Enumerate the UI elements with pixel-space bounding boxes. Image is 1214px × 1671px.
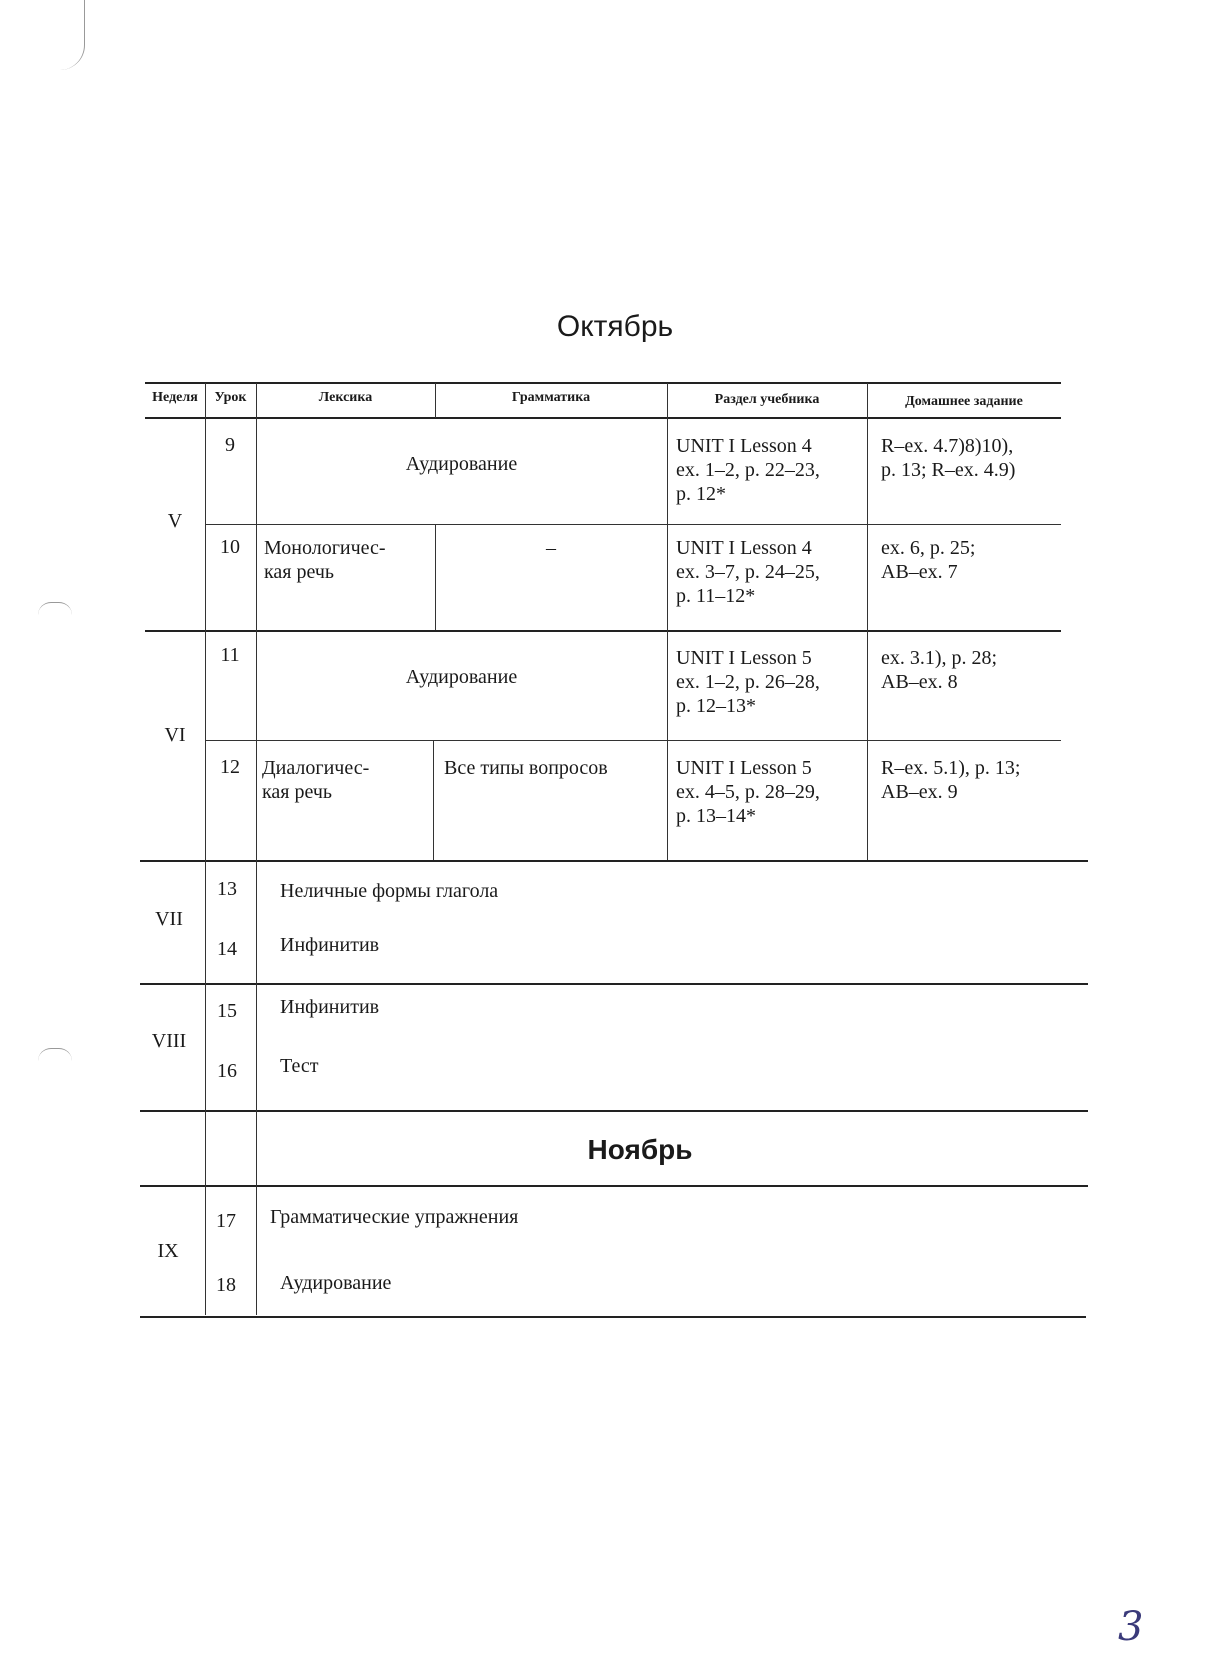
vocabulary: Монологичес- кая речь: [264, 537, 386, 583]
topic: Грамматические упражнения: [270, 1206, 519, 1228]
topic: Тест: [280, 1055, 319, 1077]
scan-mark: [60, 0, 85, 70]
header-vocabulary: Лексика: [318, 390, 373, 405]
scan-mark: [38, 602, 72, 615]
header-lesson: Урок: [214, 390, 247, 405]
page-number: 3: [1118, 1604, 1144, 1650]
week-number: V: [167, 510, 183, 532]
lesson-number: 10: [220, 536, 240, 558]
month-divider: [140, 1185, 1088, 1187]
october-title: Октябрь: [556, 310, 674, 343]
header-homework: Домашнее задание: [905, 394, 1023, 409]
merged-cell: Аудирование: [405, 666, 518, 688]
textbook-section: UNIT I Lesson 5 ex. 4–5, p. 28–29, p. 13–14*: [676, 757, 820, 827]
week-divider: [140, 1110, 1088, 1112]
merged-cell: Аудирование: [405, 453, 518, 475]
homework: ex. 6, p. 25; AB–ex. 7: [881, 537, 976, 583]
week-divider: [140, 860, 1088, 862]
november-title: Ноябрь: [587, 1134, 693, 1165]
vocabulary: Диалогичес- кая речь: [262, 757, 370, 803]
week-number: VI: [164, 724, 186, 746]
week-number: VII: [155, 908, 183, 930]
lesson-number: 12: [220, 756, 240, 778]
table-bottom-border: [140, 1316, 1086, 1318]
column-divider: [433, 741, 434, 860]
textbook-section: UNIT I Lesson 4 ex. 3–7, p. 24–25, p. 11–12*: [676, 537, 820, 607]
lesson-number: 16: [217, 1060, 237, 1082]
lesson-number: 11: [220, 644, 240, 666]
textbook-section: UNIT I Lesson 5 ex. 1–2, p. 26–28, p. 12–13*: [676, 647, 820, 717]
lesson-number: 13: [217, 878, 237, 900]
topic: Неличные формы глагола: [280, 880, 499, 902]
header-textbook-section: Раздел учебника: [714, 392, 820, 407]
row-divider: [206, 524, 1061, 525]
lesson-number: 15: [217, 1000, 237, 1022]
grammar: Все типы вопросов: [444, 757, 608, 779]
homework: R–ex. 4.7)8)10), p. 13; R–ex. 4.9): [881, 435, 1016, 481]
homework: ex. 3.1), p. 28; AB–ex. 8: [881, 647, 998, 693]
topic: Аудирование: [280, 1272, 392, 1294]
grammar: –: [546, 537, 556, 559]
topic: Инфинитив: [280, 934, 380, 956]
week-divider: [140, 983, 1088, 985]
scan-mark: [38, 1048, 72, 1061]
column-divider: [667, 383, 668, 860]
topic: Инфинитив: [280, 996, 380, 1018]
header-grammar: Грамматика: [511, 390, 591, 405]
column-divider: [256, 383, 257, 1315]
table-top-border: [145, 382, 1061, 384]
lesson-number: 14: [217, 938, 237, 960]
column-divider: [205, 383, 206, 1315]
week-number: VIII: [151, 1030, 187, 1052]
homework: R–ex. 5.1), p. 13; AB–ex. 9: [881, 757, 1021, 803]
row-divider: [206, 740, 1061, 741]
textbook-section: UNIT I Lesson 4 ex. 1–2, p. 22–23, p. 12*: [676, 435, 820, 505]
header-week: Неделя: [152, 390, 198, 405]
lesson-number: 18: [216, 1274, 236, 1296]
lesson-number: 17: [216, 1210, 236, 1232]
lesson-number: 9: [225, 434, 235, 456]
week-number: IX: [157, 1240, 179, 1262]
header-bottom-border: [145, 417, 1061, 419]
column-divider: [867, 383, 868, 860]
week-divider: [145, 630, 1061, 632]
